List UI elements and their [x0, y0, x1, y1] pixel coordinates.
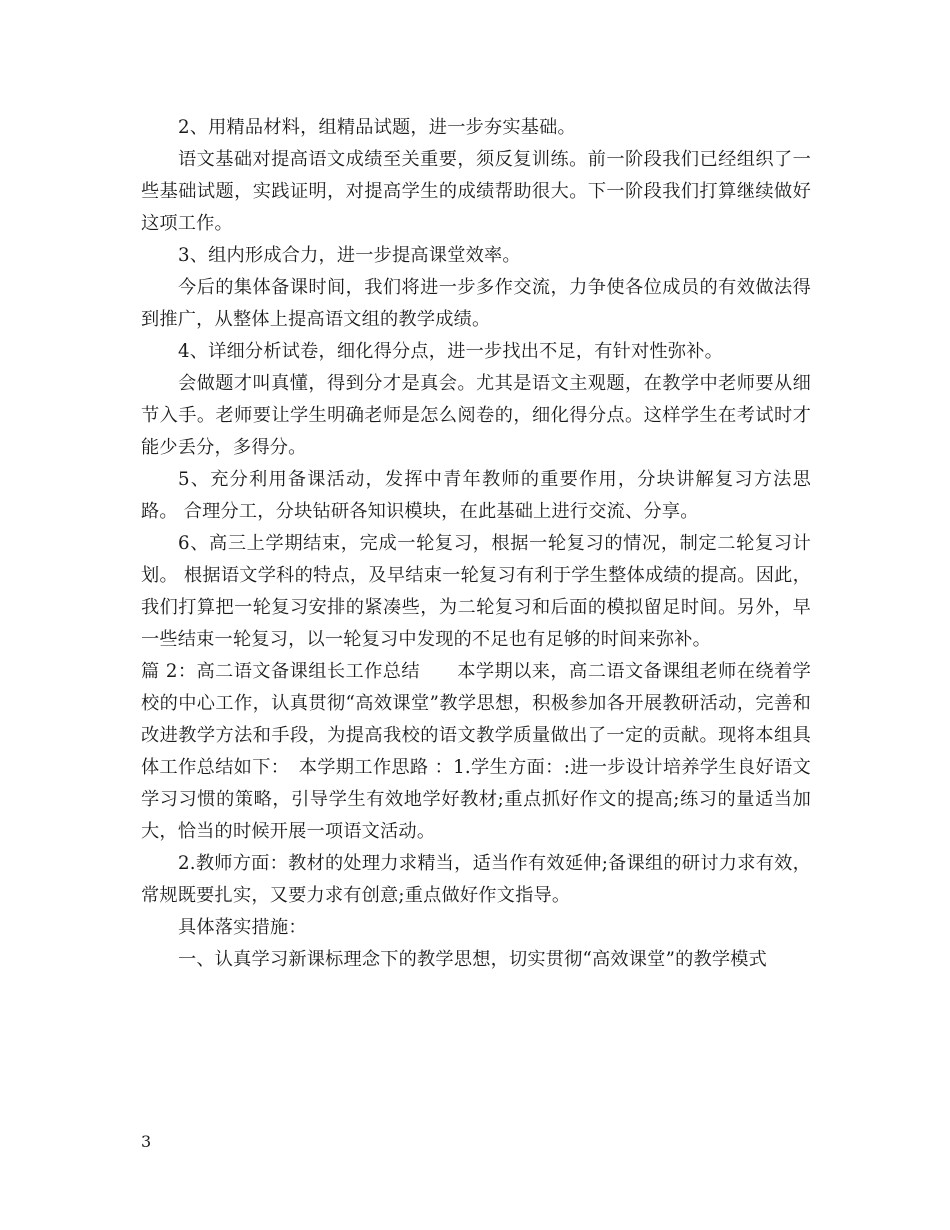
paragraph-1: 2、用精品材料，组精品试题，进一步夯实基础。	[178, 117, 576, 138]
page-number: 3	[141, 1132, 152, 1151]
paragraph-3: 3、组内形成合力，进一步提高课堂效率。	[178, 245, 521, 266]
paragraph-12: 一、认真学习新课标理念下的教学思想，切实贯彻“高效课堂”的教学模式	[178, 949, 768, 970]
paragraph-11: 具体落实措施：	[178, 917, 307, 938]
paragraph-4: 今后的集体备课时间，我们将进一步多作交流，力争使各位成员的有效做法得到推广，从整体上提高语文组的教学成绩。	[141, 277, 811, 330]
paragraph-8: 6、高三上学期结束，完成一轮复习，根据一轮复习的情况，制定二轮复习计划。 根据语文学科的特点，及早结束一轮复习有利于学生整体成绩的提高。因此，我们打算把一轮复习安排的紧凑些，为二轮复习和后面的模拟留足时间。另外，早一些结束一轮复习，以一轮复习中发现的不足也有足够的时间来弥补。	[141, 533, 811, 650]
paragraph-2: 语文基础对提高语文成绩至关重要，须反复训练。前一阶段我们已经组织了一些基础试题，实践证明，对提高学生的成绩帮助很大。下一阶段我们打算继续做好这项工作。	[141, 149, 811, 234]
document-body	[141, 112, 811, 976]
paragraph-6: 会做题才叫真懂，得到分才是真会。尤其是语文主观题，在教学中老师要从细节入手。老师要让学生明确老师是怎么阅卷的，细化得分点。这样学生在考试时才能少丢分，多得分。	[141, 373, 811, 458]
paragraph-9-section-heading: 篇 2：高二语文备课组长工作总结 本学期以来，高二语文备课组老师在绕着学校的中心工作，认真贯彻“高效课堂”教学思想，积极参加各开展教研活动，完善和改进教学方法和手段，为提高我校的语文教学质量做出了一定的贡献。现将本组具体工作总结如下： 本学期工作思路 ：1.学生方面：:进一步设计培养学生良好语文学习习惯的策略，引导学生有效地学好教材;重点抓好作文的提高;练习的量适当加大，恰当的时候开展一项语文活动。	[141, 661, 811, 842]
paragraph-10: 2.教师方面：教材的处理力求精当，适当作有效延伸;备课组的研讨力求有效，常规既要扎实，又要力求有创意;重点做好作文指导。	[141, 853, 811, 906]
paragraph-5: 4、详细分析试卷，细化得分点，进一步找出不足，有针对性弥补。	[178, 341, 724, 362]
paragraph-7: 5、充分利用备课活动，发挥中青年教师的重要作用，分块讲解复习方法思路。 合理分工，分块钻研各知识模块，在此基础上进行交流、分享。	[141, 469, 811, 522]
